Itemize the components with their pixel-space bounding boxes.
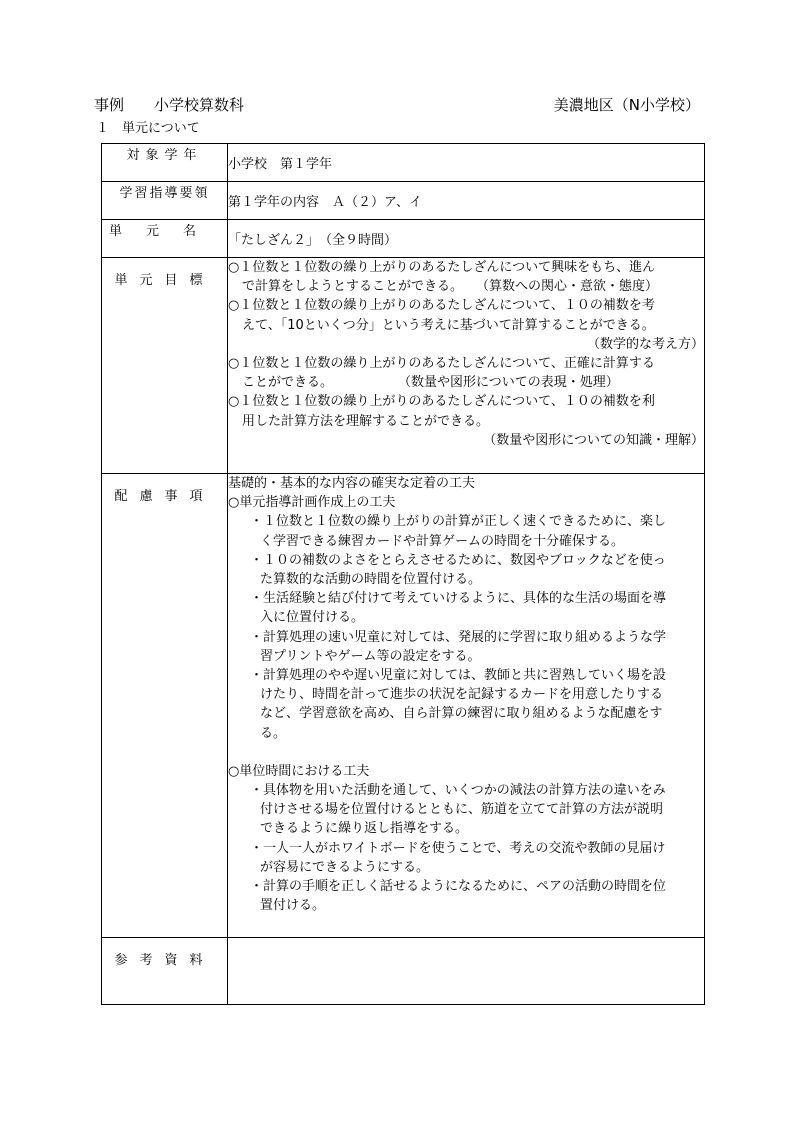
- consideration-line: 置付ける。: [260, 898, 326, 914]
- consideration-line: ・１位数と１位数の繰り上がりの計算が正しく速くできるために、楽し: [250, 514, 667, 530]
- value-unit-goals: [228, 258, 705, 474]
- label-references: 参考資料: [102, 938, 228, 1005]
- value-references: [228, 938, 705, 1005]
- row-target-grade: [102, 144, 705, 182]
- consideration-line: た算数的な活動の時間を位置付ける。: [260, 572, 482, 588]
- consideration-line: 習プリントやゲーム等の設定をする。: [260, 648, 481, 664]
- case-title: 事例 小学校算数科: [94, 96, 245, 114]
- consideration-line: けたり、時間を計って進歩の状況を記録するカードを用意したりする: [260, 687, 664, 703]
- value-guideline: 第１学年の内容 Ａ（２）ア、イ: [228, 182, 705, 220]
- label-unit-goals: 単元目標: [102, 258, 228, 474]
- consideration-line: る。: [260, 725, 287, 741]
- value-considerations: [228, 474, 705, 938]
- blank-line: [228, 743, 704, 762]
- goal-line: ○１位数と１位数の繰り上がりのあるたしざんについて、１０の補数を利: [228, 394, 655, 410]
- school-region: 美濃地区（N小学校）: [553, 96, 700, 114]
- row-unit-name: [102, 220, 705, 258]
- consideration-line: ・具体物を用いた活動を通して、いくつかの減法の計算方法の違いをみ: [250, 783, 666, 799]
- goal-line: （数学的な考え方）: [586, 336, 704, 352]
- unit-table: [101, 143, 705, 1005]
- goal-line: ことができる。 （数量や図形についての表現・処理）: [242, 375, 619, 391]
- goal-line: 用した計算方法を理解することができる。: [242, 413, 490, 429]
- goal-line: （数量や図形についての知識・理解）: [483, 432, 704, 448]
- goal-line: えて、「10といくつ分」という考えに基づいて計算することができる。: [242, 317, 655, 333]
- consideration-line: できるように繰り返し指導をする。: [260, 821, 469, 837]
- consideration-line: ・計算処理のやや遅い児童に対しては、教師と共に習熟していく場を設: [250, 668, 667, 684]
- row-guideline: [102, 182, 705, 220]
- row-unit-goals: [102, 258, 705, 474]
- consideration-line: 付けさせる場を位置付けるとともに、筋道を立てて計算の方法が説明: [260, 802, 664, 818]
- consideration-line: ・計算処理の速い児童に対しては、発展的に学習に取り組めるような学: [250, 629, 667, 645]
- consideration-line: ・一人一人がホワイトボードを使うことで、考えの交流や教師の見届け: [250, 840, 666, 856]
- goal-line: ○１位数と１位数の繰り上がりのあるたしざんについて興味をもち、進ん: [228, 260, 656, 275]
- goal-line: で計算をしようとすることができる。 （算数への関心・意欲・態度）: [242, 279, 659, 295]
- row-references: [102, 938, 705, 1005]
- consideration-line: ・１０の補数のよさをとらえさせるために、数図やブロックなどを使っ: [250, 552, 666, 568]
- value-target-grade: 小学校 第１学年: [228, 144, 705, 182]
- consideration-line: ・生活経験と結び付けて考えていけるように、具体的な生活の場面を導: [250, 591, 667, 607]
- goal-line: ○１位数と１位数の繰り上がりのあるたしざんについて、１０の補数を考: [228, 298, 655, 314]
- consideration-line: など、学習意欲を高め、自ら計算の練習に取り組めるような配慮をす: [260, 706, 663, 722]
- consideration-line: が容易にできるようにする。: [260, 859, 430, 875]
- label-guideline: 学習指導要領: [102, 182, 228, 220]
- section-title: １ 単元について: [96, 121, 200, 136]
- value-unit-name: 「たしざん２」 （全９時間）: [228, 220, 705, 258]
- consideration-line: ○単位時間における工夫: [228, 763, 370, 779]
- row-considerations: [102, 474, 705, 938]
- label-unit-name: 単元名: [102, 220, 228, 258]
- consideration-line: 基礎的・基本的な内容の確実な定着の工夫: [228, 476, 476, 491]
- goal-line: ○１位数と１位数の繰り上がりのあるたしざんについて、正確に計算する: [228, 356, 655, 372]
- label-target-grade: 対象学年: [102, 144, 228, 182]
- label-considerations: 配慮事項: [102, 474, 228, 938]
- consideration-line: 入に位置付ける。: [260, 610, 365, 626]
- consideration-line: く学習できる練習カードや計算ゲームの時間を十分確保する。: [260, 533, 625, 549]
- consideration-line: ・計算の手順を正しく話せるようになるために、ペアの活動の時間を位: [250, 879, 667, 895]
- consideration-line: ○単元指導計画作成上の工夫: [228, 495, 396, 511]
